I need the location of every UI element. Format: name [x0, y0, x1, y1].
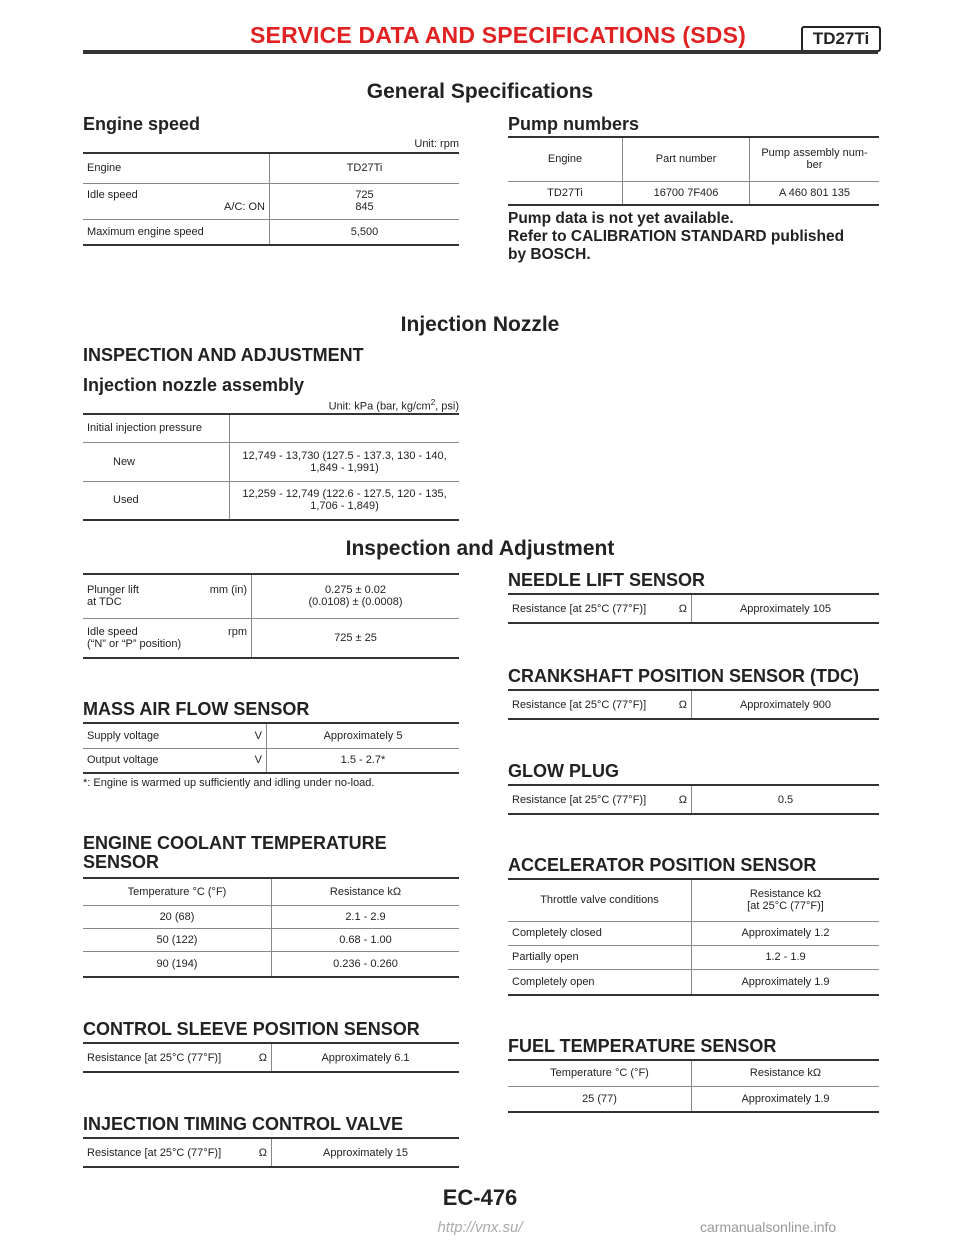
- table-row: Resistance [at 25°C (77°F)] Ω Approximately 15: [83, 1138, 459, 1167]
- aps-title: ACCELERATOR POSITION SENSOR: [508, 855, 817, 875]
- pump-numbers-title: Pump numbers: [508, 114, 640, 134]
- table-row: 90 (194) 0.236 - 0.260: [83, 951, 459, 977]
- table-row: Used 12,259 - 12,749 (122.6 - 127.5, 120 - 135, 1,706 - 1,849): [83, 481, 459, 520]
- fuel-table: [508, 1059, 879, 1113]
- header-title: SERVICE DATA AND SPECIFICATIONS (SDS): [250, 22, 746, 48]
- table-row: Initial injection pressure: [83, 414, 459, 442]
- maf-footnote: *: Engine is warmed up sufficiently and idling under no-load.: [83, 777, 375, 789]
- ect-table: [83, 877, 459, 978]
- needle-title: NEEDLE LIFT SENSOR: [508, 570, 706, 590]
- crank-table: [508, 689, 879, 720]
- pump-table: [508, 136, 879, 206]
- table-row: TD27Ti 16700 7F406 A 460 801 135: [508, 181, 879, 205]
- header-rule: [83, 50, 878, 54]
- table-row: Completely open Approximately 1.9: [508, 969, 879, 995]
- table-row: Temperature °C (°F) Resistance kΩ: [83, 878, 459, 905]
- table-row: Completely closed Approximately 1.2: [508, 921, 879, 945]
- csps-title: CONTROL SLEEVE POSITION SENSOR: [83, 1019, 420, 1039]
- table-row: Throttle valve conditions Resistance kΩ [at 25°C (77°F)]: [508, 879, 879, 921]
- table-row: Resistance [at 25°C (77°F)] Ω 0.5: [508, 785, 879, 814]
- watermark: carmanualsonline.info: [700, 1219, 837, 1235]
- table-row: 20 (68) 2.1 - 2.9: [83, 905, 459, 928]
- glow-table: [508, 784, 879, 815]
- maf-title: MASS AIR FLOW SENSOR: [83, 699, 310, 719]
- inspection-adjustment-title: Inspection and Adjustment: [345, 537, 615, 560]
- table-row: Idle speed rpm (“N” or “P” position) 725 ± 25: [83, 618, 459, 658]
- needle-table: [508, 593, 879, 624]
- aps-table: [508, 878, 879, 996]
- fuel-title: FUEL TEMPERATURE SENSOR: [508, 1036, 777, 1056]
- injection-nozzle-title: Injection Nozzle: [400, 313, 560, 336]
- engine-speed-title: Engine speed: [83, 114, 201, 134]
- table-row: Engine TD27Ti: [83, 153, 459, 183]
- inspection-adjustment-subtitle: INSPECTION AND ADJUSTMENT: [83, 345, 364, 365]
- engine-speed-unit: Unit: rpm: [414, 138, 459, 150]
- table-row: Supply voltage V Approximately 5: [83, 723, 459, 748]
- pump-note: Pump data is not yet available. Refer to CALIBRATION STANDARD published by BOSCH.: [508, 210, 845, 263]
- csps-table: [83, 1042, 459, 1073]
- crank-title: CRANKSHAFT POSITION SENSOR (TDC): [508, 666, 859, 686]
- engine-speed-table: [83, 152, 459, 246]
- itcv-table: [83, 1137, 459, 1168]
- table-row: Maximum engine speed 5,500: [83, 219, 459, 245]
- page-number: EC-476: [442, 1185, 518, 1210]
- general-spec-title: General Specifications: [366, 80, 594, 103]
- nozzle-assembly-title: Injection nozzle assembly: [83, 375, 305, 395]
- table-row: 25 (77) Approximately 1.9: [508, 1086, 879, 1112]
- itcv-title: INJECTION TIMING CONTROL VALVE: [83, 1114, 404, 1134]
- maf-table: [83, 722, 459, 774]
- nozzle-table: [83, 413, 459, 521]
- nozzle-unit: Unit: kPa (bar, $kg/cm^2$, psi): [328, 398, 459, 413]
- table-row: Resistance [at 25°C (77°F)] Ω Approximately 6.1: [83, 1043, 459, 1072]
- table-row: Output voltage V 1.5 - 2.7*: [83, 748, 459, 773]
- plunger-idle-table: [83, 573, 459, 659]
- glow-title: GLOW PLUG: [508, 761, 619, 781]
- ect-title: ENGINE COOLANT TEMPERATURE SENSOR: [83, 833, 387, 872]
- model-badge: TD27Ti: [801, 26, 881, 52]
- table-row: Idle speed A/C: ON 725 845: [83, 183, 459, 219]
- table-row: Partially open 1.2 - 1.9: [508, 945, 879, 969]
- table-row: Resistance [at 25°C (77°F)] Ω Approximately 900: [508, 690, 879, 719]
- table-row: Temperature °C (°F) Resistance kΩ: [508, 1060, 879, 1086]
- table-row: 50 (122) 0.68 - 1.00: [83, 928, 459, 951]
- table-row: New 12,749 - 13,730 (127.5 - 137.3, 130 - 140, 1,849 - 1,991): [83, 442, 459, 481]
- table-row: Engine Part number Pump assembly num- ber: [508, 137, 879, 181]
- source-url[interactable]: http://vnx.su/: [437, 1219, 523, 1236]
- table-row: Plunger lift mm (in) at TDC 0.275 ± 0.02 (0.0108) ± (0.0008): [83, 574, 459, 618]
- table-row: Resistance [at 25°C (77°F)] Ω Approximately 105: [508, 594, 879, 623]
